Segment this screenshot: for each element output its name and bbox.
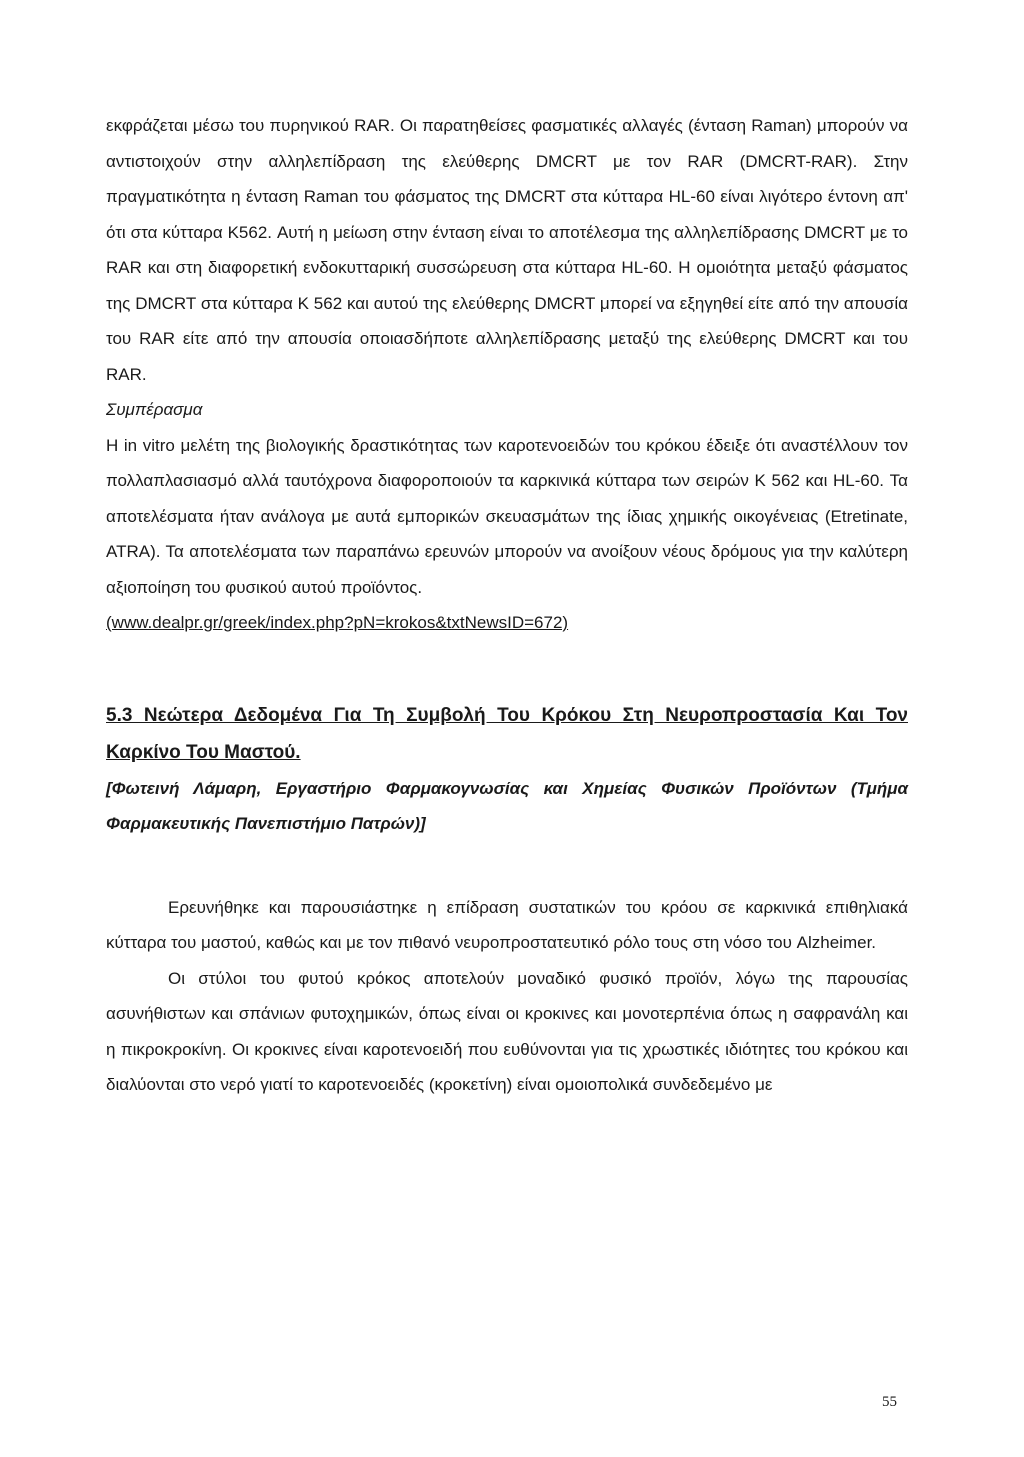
conclusion-heading: Συμπέρασμα xyxy=(106,400,203,419)
body-paragraph-raman: εκφράζεται μέσω του πυρηνικού RAR. Οι παρατηθείσες φασματικές αλλαγές (ένταση Raman) μπορούν να αντιστοιχούν στην αλληλεπίδραση της ελεύθερης DMCRT με τον RAR (DMCRT-RAR). Στην πραγματικότητα η ένταση Raman του φάσματος της DMCRT στα κύτταρα HL-60 είναι λιγότερο έντονη απ' ότι στα κύτταρα K562. Αυτή η μείωση στην ένταση είναι το αποτέλεσμα της αλληλεπίδρασης DMCRT με το RAR και στη διαφορετική ενδοκυτταρική συσσώρευση στα κύτταρα HL-60. Η ομοιότητα μεταξύ φάσματος της DMCRT στα κύτταρα K 562 και αυτού της ελεύθερης DMCRT μπορεί να εξηγηθεί είτε από την απουσία του RAR είτε από την απουσία οποιασδήποτε αλληλεπίδρασης μεταξύ της ελεύθερης DMCRT και του RAR. xyxy=(106,116,908,384)
page-number: 55 xyxy=(882,1394,897,1410)
spacer xyxy=(106,842,908,890)
conclusion-paragraph: Η in vitro μελέτη της βιολογικής δραστικότητας των καροτενοειδών του κρόκου έδειξε ότι αναστέλλουν τον πολλαπλασιασμό αλλά ταυτόχρονα διαφοροποιούν τα καρκινικά κύτταρα των σειρών K 562 και HL-60. Τα αποτελέσματα ήταν ανάλογα με αυτά εμπορικών σκευασμάτων της ίδιας χημικής οικογένειας (Etretinate, ATRA). Τα αποτελέσματα των παραπάνω ερευνών μπορούν να ανοίξουν νέους δρόμους για την καλύτερη αξιοποίηση του φυσικού αυτού προϊόντος. xyxy=(106,435,908,597)
source-url-link[interactable]: (www.dealpr.gr/greek/index.php?pN=krokos&txtNewsID=672) xyxy=(106,613,569,632)
research-paragraph: Ερευνήθηκε και παρουσιάστηκε η επίδραση συστατικών του κρόου σε καρκινικά επιθηλιακά κύτταρα του μαστού, καθώς και με τον πιθανό νευροπροστατευτικό ρόλο τους στη νόσο του Alzheimer. xyxy=(106,897,908,952)
source-url xyxy=(106,605,908,641)
stigmas-paragraph: Οι στύλοι του φυτού κρόκος αποτελούν μοναδικό φυσικό προϊόν, λόγω της παρουσίας ασυνήθιστων και σπάνιων φυτοχημικών, όπως είναι οι κροκινες και μονοτερπένια όπως η σαφρανάλη και η πικροκροκίνη. Οι κροκινες είναι καροτενοειδή που ευθύνονται για τις χρωστικές ιδιότητες του κρόκου και διαλύονται στο νερό γιατί το καροτενοειδές (κροκετίνη) είναι ομοιοπολικά συνδεδεμένο με xyxy=(106,968,908,1094)
section-authors: [Φωτεινή Λάμαρη, Εργαστήριο Φαρμακογνωσίας και Χημείας Φυσικών Προϊόντων (Τμήμα Φαρμακευτικής Πανεπιστήμιο Πατρών)] xyxy=(106,778,908,833)
section-title: 5.3 Νεώτερα Δεδομένα Για Τη Συμβολή Του Κρόκου Στη Νευροπροστασία Και Τον Καρκίνο Του Μαστού. xyxy=(106,704,908,763)
